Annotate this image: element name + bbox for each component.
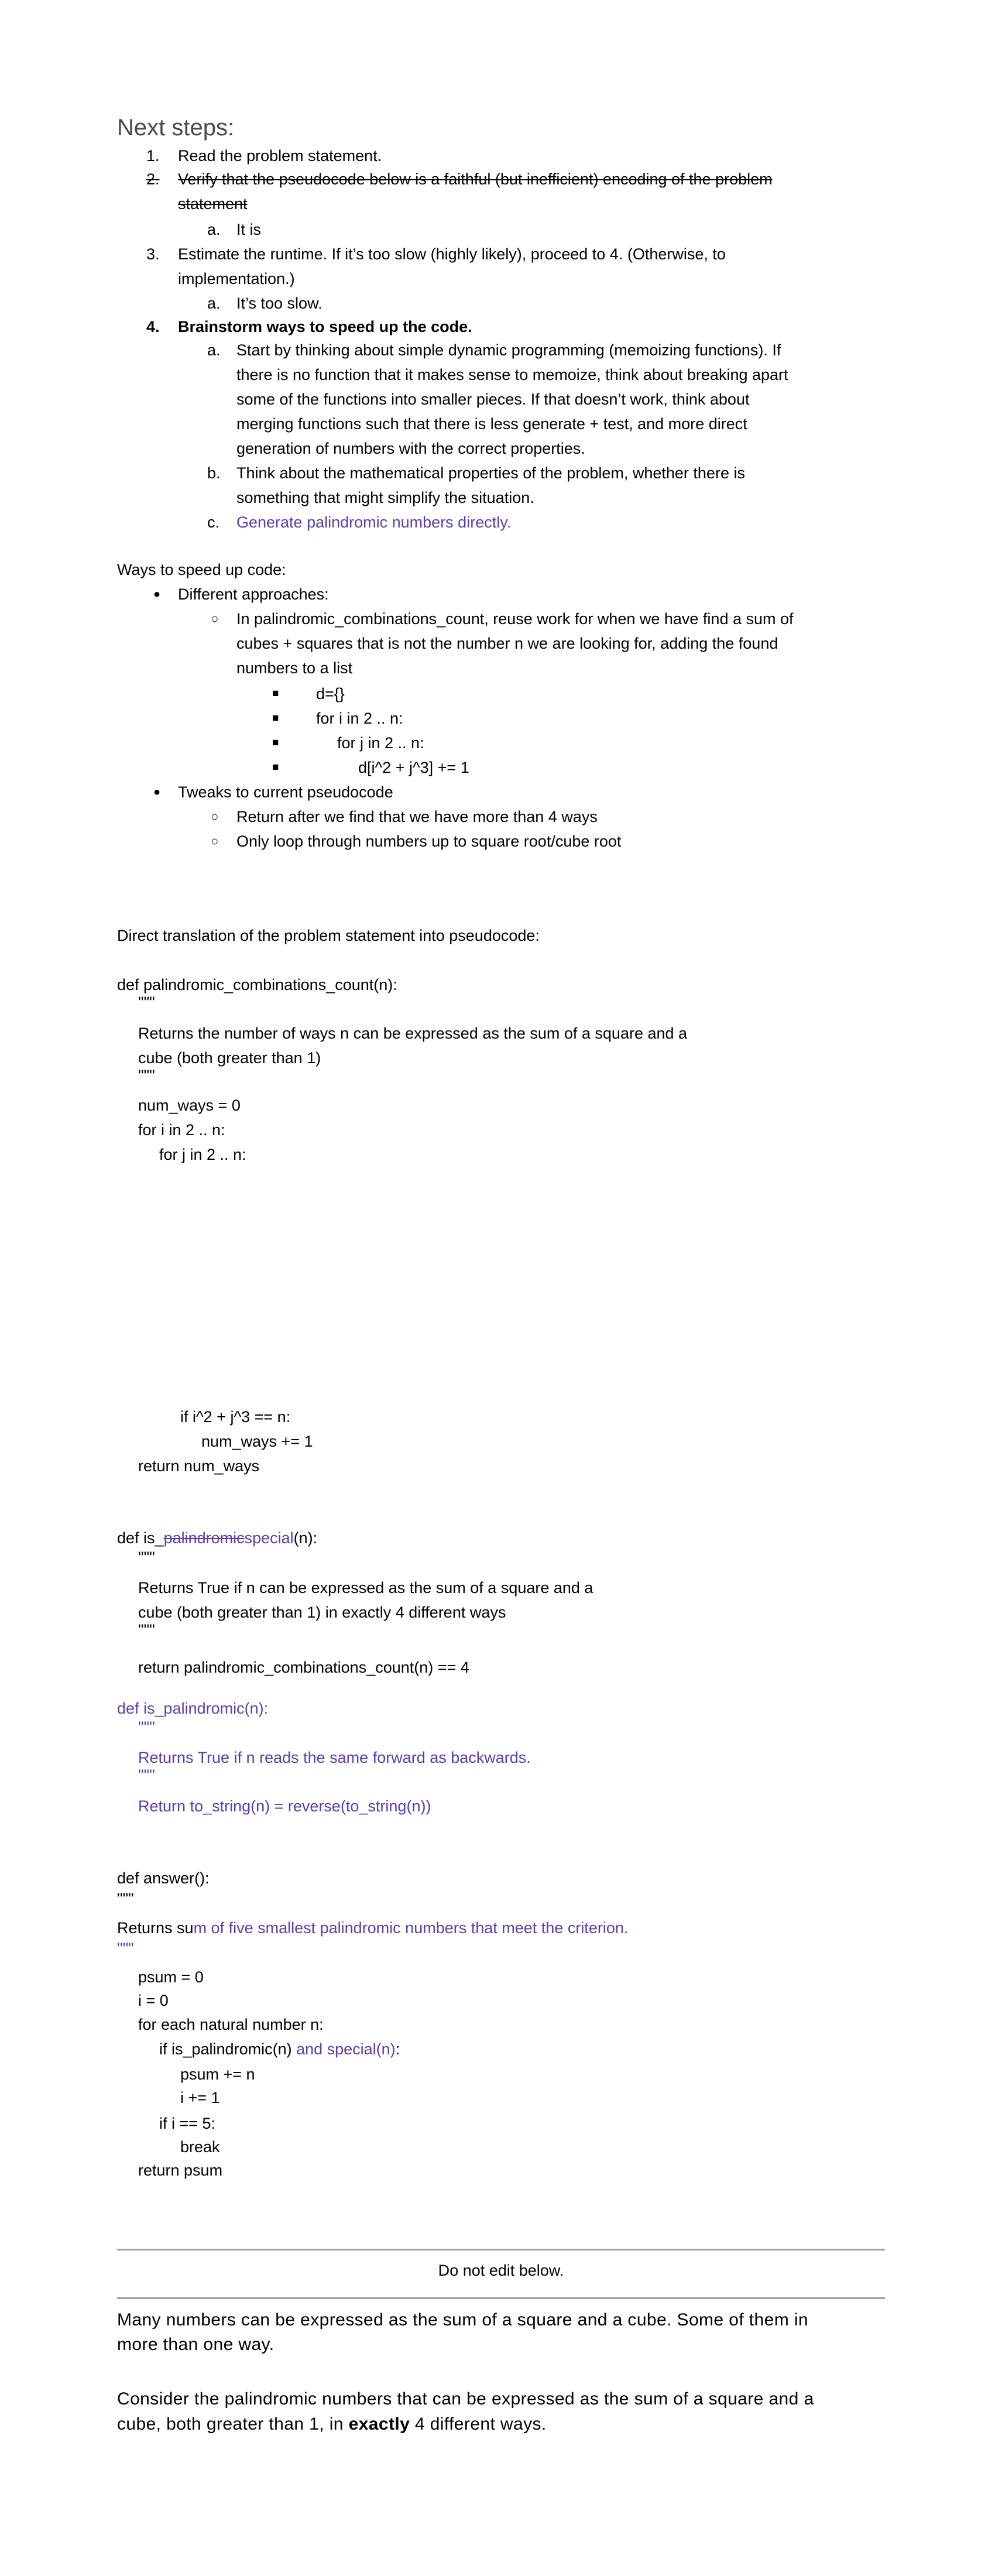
text-segment: cube, both greater than 1, in: [117, 2414, 349, 2434]
list-marker: [146, 244, 160, 264]
list-item: [178, 169, 773, 189]
problem-paragraph: [117, 2413, 547, 2436]
code-line: [138, 1120, 225, 1140]
text-segment: Think about the mathematical properties of the problem, whether there is: [236, 464, 745, 482]
text-segment: """: [138, 1718, 155, 1736]
text-segment: def is_: [117, 1529, 164, 1547]
list-marker: [207, 220, 221, 239]
code-line: [138, 1048, 321, 1068]
text-segment: def palindromic_combinations_count(n):: [117, 976, 397, 994]
code-line: [117, 1918, 628, 1938]
list-item: [178, 146, 382, 166]
code-line: [316, 708, 403, 728]
text-segment: for j in 2 .. n:: [159, 1146, 246, 1163]
text-segment: """: [117, 1890, 134, 1907]
text-segment: def answer():: [117, 1869, 210, 1887]
text-segment: a.: [207, 221, 221, 238]
text-segment: 1.: [146, 147, 160, 165]
code-line: [159, 1145, 246, 1164]
list-item: [236, 512, 511, 532]
text-segment: and special(n): [291, 2040, 396, 2058]
text-segment: It is: [236, 221, 262, 238]
bullet-icon: [211, 831, 218, 851]
text-segment: (n):: [293, 1529, 318, 1547]
text-segment: ■: [272, 761, 279, 773]
text-segment: psum = 0: [138, 1968, 204, 1986]
list-item: [236, 609, 794, 629]
list-item: [236, 463, 745, 483]
code-line: [138, 1657, 469, 1677]
code-line: [159, 2113, 215, 2133]
text-segment: Brainstorm ways to speed up the code.: [178, 318, 472, 335]
text-segment: a.: [207, 294, 221, 312]
text-segment: exactly: [348, 2414, 410, 2434]
code-line: [117, 1868, 210, 1888]
text-segment: Estimate the runtime. If it’s too slow (highly likely), proceed to 4. (Otherwise, to: [178, 245, 726, 263]
code-line: [337, 733, 424, 753]
divider-rule: [117, 2297, 885, 2299]
text-segment: implementation.): [178, 270, 295, 287]
bullet-icon: [272, 758, 279, 777]
code-line: [138, 1547, 155, 1567]
text-segment: Return after we find that we have more than 4 ways: [236, 808, 598, 825]
bullet-icon: [272, 684, 279, 704]
divider-note: [438, 2260, 564, 2280]
code-line: [358, 758, 469, 777]
text-segment: """: [117, 1940, 134, 1957]
list-item: [178, 194, 248, 214]
code-line: [180, 2064, 255, 2084]
code-line: [138, 1095, 241, 1115]
text-segment: there is no function that it makes sense to memoize, think about breaking apart: [236, 366, 788, 383]
list-marker: [146, 146, 160, 166]
code-line: [138, 1796, 431, 1816]
list-item: [236, 389, 749, 409]
text-segment: 3.: [146, 245, 160, 263]
list-item: [178, 317, 472, 337]
text-segment: for i in 2 .. n:: [316, 710, 403, 727]
text-segment: ○: [211, 834, 219, 848]
section-title: [117, 926, 540, 946]
text-segment: Read the problem statement.: [178, 147, 382, 165]
list-marker: [207, 293, 221, 313]
code-line: [138, 2160, 222, 2180]
text-segment: return num_ways: [138, 1457, 260, 1475]
list-item: [236, 658, 352, 678]
code-line: [138, 1456, 259, 1476]
text-segment: return palindromic_combinations_count(n) == 4: [138, 1659, 469, 1676]
text-segment: 4 different ways.: [410, 2414, 547, 2434]
text-segment: if is_palindromic(n): [159, 2040, 292, 2058]
code-line: [138, 992, 155, 1012]
code-line: [159, 2039, 400, 2059]
text-segment: i += 1: [180, 2089, 220, 2106]
text-segment: It’s too slow.: [236, 294, 322, 312]
text-segment: Tweaks to current pseudocode: [178, 783, 393, 801]
text-segment: cube (both greater than 1): [138, 1049, 321, 1067]
text-segment: break: [180, 2138, 220, 2156]
bullet-icon: [272, 733, 279, 753]
text-segment: """: [138, 1766, 155, 1784]
text-segment: for i in 2 .. n:: [138, 1121, 225, 1139]
text-segment: num_ways += 1: [201, 1433, 313, 1450]
text-segment: special: [244, 1529, 294, 1547]
text-segment: Returns True if n can be expressed as the sum of a square and a: [138, 1579, 593, 1597]
text-segment: Ways to speed up code:: [117, 561, 286, 578]
code-line: [138, 2015, 324, 2034]
text-segment: cube (both greater than 1) in exactly 4 different ways: [138, 1604, 506, 1621]
text-segment: Next steps:: [117, 115, 235, 141]
text-segment: ○: [211, 809, 219, 824]
text-segment: """: [138, 1549, 155, 1566]
text-segment: Returns su: [117, 1919, 194, 1937]
code-line: [180, 1407, 290, 1427]
text-segment: Returns True if n reads the same forward as backwards.: [138, 1749, 531, 1766]
text-segment: :: [395, 2040, 400, 2058]
text-segment: In palindromic_combinations_count, reuse work for when we have find a sum of: [236, 610, 794, 628]
text-segment: if i^2 + j^3 == n:: [180, 1408, 291, 1426]
text-segment: b.: [207, 464, 221, 482]
text-segment: m of five smallest palindromic numbers that meet the criterion.: [193, 1919, 629, 1937]
list-item: [236, 488, 534, 508]
code-line: [117, 1698, 268, 1718]
code-line: [117, 975, 397, 995]
list-item: [236, 807, 598, 827]
code-line: [201, 1431, 313, 1451]
list-item: [236, 220, 261, 239]
text-segment: """: [138, 1621, 155, 1639]
problem-paragraph: [117, 2387, 814, 2411]
text-segment: ○: [211, 611, 219, 626]
text-segment: ●: [153, 588, 161, 601]
list-item: [236, 414, 747, 434]
heading: [117, 113, 234, 142]
list-item: [236, 439, 585, 458]
code-line: [138, 1967, 204, 1987]
text-segment: Only loop through numbers up to square root/cube root: [236, 833, 622, 850]
text-segment: for j in 2 .. n:: [337, 734, 424, 752]
text-segment: Do not edit below.: [438, 2262, 564, 2279]
code-line: [138, 1717, 155, 1737]
text-segment: generation of numbers with the correct properties.: [236, 440, 585, 457]
text-segment: 2.: [146, 170, 160, 188]
text-segment: for each natural number n:: [138, 2016, 324, 2033]
code-line: [138, 1066, 155, 1085]
list-item: [236, 365, 788, 385]
bullet-icon: [153, 782, 160, 802]
text-segment: c.: [207, 513, 220, 531]
list-marker: [207, 512, 219, 532]
text-segment: """: [138, 994, 155, 1011]
text-segment: def is_palindromic(n):: [117, 1700, 269, 1717]
text-segment: ■: [272, 687, 279, 700]
text-segment: palindromic: [163, 1529, 245, 1547]
text-segment: cubes + squares that is not the number n we are looking for, adding the found: [236, 635, 778, 652]
code-line: [138, 1991, 169, 2010]
code-line: [316, 684, 345, 704]
text-segment: Returns the number of ways n can be expressed as the sum of a square and a: [138, 1025, 688, 1042]
code-line: [138, 1602, 506, 1622]
list-item: [236, 340, 781, 360]
text-segment: i = 0: [138, 1992, 169, 2009]
text-segment: 4.: [146, 318, 160, 335]
code-line: [138, 1748, 531, 1767]
code-line: [138, 1578, 593, 1598]
bullet-icon: [272, 708, 279, 728]
code-line: [138, 1620, 155, 1640]
problem-paragraph: [117, 2308, 808, 2332]
code-line: [180, 2137, 220, 2157]
text-segment: psum += n: [180, 2065, 255, 2083]
code-line: [138, 1765, 155, 1785]
text-segment: ■: [272, 712, 279, 724]
bullet-icon: [211, 807, 218, 827]
code-line: [117, 1938, 134, 1958]
code-line: [138, 1023, 687, 1043]
code-line: [117, 1528, 317, 1548]
text-segment: num_ways = 0: [138, 1097, 241, 1114]
list-marker: [207, 340, 221, 360]
text-segment: some of the functions into smaller pieces. If that doesn’t work, think about: [236, 390, 750, 408]
list-item: [178, 244, 726, 264]
list-item: [236, 633, 778, 653]
text-segment: return psum: [138, 2161, 223, 2179]
text-segment: Start by thinking about simple dynamic programming (memoizing functions). If: [236, 341, 781, 359]
divider-rule: [117, 2249, 885, 2250]
bullet-icon: [153, 584, 160, 604]
code-line: [117, 1889, 134, 1909]
list-marker: [146, 317, 160, 337]
text-segment: statement: [178, 195, 248, 213]
text-segment: numbers to a list: [236, 659, 353, 677]
code-line: [180, 2088, 220, 2108]
list-marker: [146, 169, 160, 189]
text-segment: Different approaches:: [178, 585, 329, 603]
text-segment: d={}: [316, 685, 345, 703]
text-segment: Direct translation of the problem statement into pseudocode:: [117, 927, 540, 944]
text-segment: merging functions such that there is less generate + test, and more direct: [236, 415, 747, 433]
text-segment: Consider the palindromic numbers that can be expressed as the sum of a square and a: [117, 2389, 814, 2409]
problem-paragraph: [117, 2333, 274, 2356]
list-item: [178, 584, 329, 604]
list-item: [236, 293, 322, 313]
bullet-icon: [211, 609, 218, 629]
list-item: [178, 269, 295, 289]
text-segment: if i == 5:: [159, 2115, 216, 2132]
text-segment: Generate palindromic numbers directly.: [236, 513, 512, 531]
list-item: [236, 831, 621, 851]
text-segment: ■: [272, 737, 279, 749]
text-segment: d[i^2 + j^3] += 1: [358, 759, 469, 776]
text-segment: Many numbers can be expressed as the sum of a square and a cube. Some of them in: [117, 2310, 808, 2330]
list-marker: [207, 463, 221, 483]
text-segment: ●: [153, 786, 161, 799]
text-segment: something that might simplify the situation.: [236, 489, 534, 506]
text-segment: Verify that the pseudocode below is a faithful (but inefficient) encoding of the problem: [178, 170, 773, 188]
text-segment: a.: [207, 341, 221, 359]
text-segment: Return to_string(n) = reverse(to_string(n)): [138, 1797, 431, 1815]
list-item: [178, 782, 393, 802]
text-segment: """: [138, 1067, 155, 1084]
section-title: [117, 560, 286, 580]
text-segment: more than one way.: [117, 2335, 275, 2354]
